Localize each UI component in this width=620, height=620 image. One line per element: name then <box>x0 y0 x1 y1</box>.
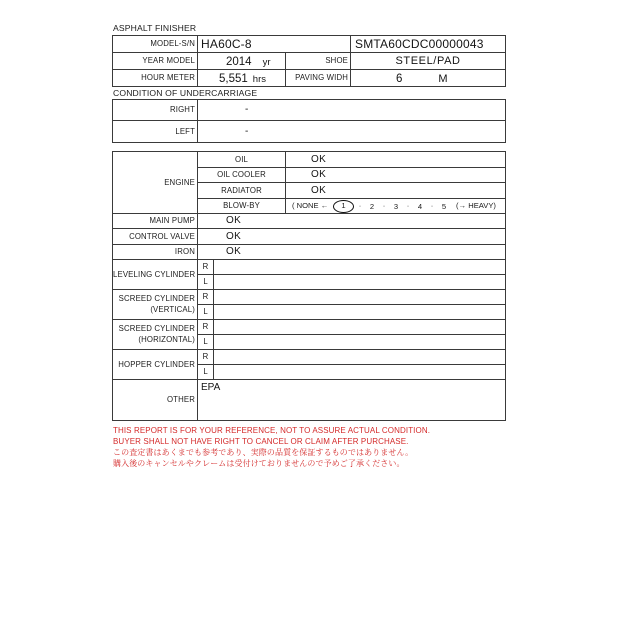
serial-number-value: SMTA60CDC00000043 <box>351 36 506 53</box>
screed-cylinder-vertical-right-value <box>214 290 506 305</box>
screed-cylinder-horizontal-label: SCREED CYLINDER <box>118 324 195 334</box>
blow-by-label: BLOW-BY <box>198 199 286 214</box>
undercarriage-right-value: - <box>198 100 506 121</box>
year-model-label: YEAR MODEL <box>113 53 198 70</box>
control-valve-label: CONTROL VALVE <box>113 229 198 245</box>
disclaimer <box>113 425 430 469</box>
blow-by-level-1: 1 <box>333 200 354 213</box>
disclaimer-line-en-2: BUYER SHALL NOT HAVE RIGHT TO CANCEL OR CLAIM AFTER PURCHASE. <box>113 437 409 446</box>
paving-width-value: 6 <box>396 73 403 85</box>
blow-by-scale-start: ( NONE ← <box>292 201 329 211</box>
model-sn-label: MODEL-S/N <box>113 36 198 53</box>
paving-width-label: PAVING WIDH <box>286 70 351 87</box>
iron-label: IRON <box>113 245 198 260</box>
screed-cylinder-horizontal-right-side: R <box>198 320 214 335</box>
undercarriage-table <box>112 99 506 143</box>
blow-by-separator: · <box>382 201 386 211</box>
disclaimer-line-en-1: THIS REPORT IS FOR YOUR REFERENCE, NOT TO ASSURE ACTUAL CONDITION. <box>113 426 431 435</box>
hopper-cylinder-label: HOPPER CYLINDER <box>113 350 198 380</box>
oil-cooler-label: OIL COOLER <box>198 168 286 183</box>
year-model-unit: yr <box>262 57 271 68</box>
oil-label: OIL <box>198 152 286 168</box>
blow-by-separator: · <box>406 201 410 211</box>
hour-meter-label: HOUR METER <box>113 70 198 87</box>
blow-by-level-2: 2 <box>369 201 375 211</box>
screed-cylinder-vertical-left-value <box>214 305 506 320</box>
main-pump-label: MAIN PUMP <box>113 214 198 229</box>
blow-by-scale-end: (→ HEAVY) <box>456 201 496 211</box>
blow-by-separator: · <box>430 201 434 211</box>
screed-cylinder-horizontal-left-value <box>214 335 506 350</box>
hopper-cylinder-right-side: R <box>198 350 214 365</box>
blow-by-scale <box>286 199 506 214</box>
screed-cylinder-vertical-label: SCREED CYLINDER <box>118 294 195 304</box>
blow-by-separator: · <box>358 201 362 211</box>
hopper-cylinder-left-side: L <box>198 365 214 380</box>
disclaimer-line-ja-1: この査定書はあくまでも参考であり、実際の品質を保証するものではありません。 <box>113 448 414 457</box>
other-label: OTHER <box>113 380 198 421</box>
year-model-cell <box>198 53 286 70</box>
blow-by-level-4: 4 <box>417 201 423 211</box>
iron-value: OK <box>198 245 506 260</box>
radiator-label: RADIATOR <box>198 183 286 199</box>
screed-cylinder-horizontal-sublabel: (HORIZONTAL) <box>138 334 195 344</box>
blow-by-level-3: 3 <box>393 201 399 211</box>
paving-width-cell <box>351 70 506 87</box>
leveling-cylinder-right-value <box>214 260 506 275</box>
leveling-cylinder-label: LEVELING CYLINDER <box>113 260 198 290</box>
screed-cylinder-vertical-cell <box>113 290 198 320</box>
blow-by-level-5: 5 <box>441 201 447 211</box>
hour-meter-unit: hrs <box>252 74 266 85</box>
leveling-cylinder-right-side: R <box>198 260 214 275</box>
screed-cylinder-horizontal-cell <box>113 320 198 350</box>
component-inspection-table <box>112 151 506 421</box>
screed-cylinder-horizontal-right-value <box>214 320 506 335</box>
paving-width-unit: M <box>438 73 448 85</box>
document-title: ASPHALT FINISHER <box>113 23 197 33</box>
oil-value: OK <box>286 152 506 168</box>
undercarriage-title: CONDITION OF UNDERCARRIAGE <box>113 88 258 98</box>
hopper-cylinder-right-value <box>214 350 506 365</box>
model-value: HA60C-8 <box>198 36 351 53</box>
screed-cylinder-horizontal-left-side: L <box>198 335 214 350</box>
leveling-cylinder-left-value <box>214 275 506 290</box>
undercarriage-left-label: LEFT <box>113 121 198 143</box>
control-valve-value: OK <box>198 229 506 245</box>
screed-cylinder-vertical-right-side: R <box>198 290 214 305</box>
shoe-label: SHOE <box>286 53 351 70</box>
oil-cooler-value: OK <box>286 168 506 183</box>
screed-cylinder-vertical-sublabel: (VERTICAL) <box>150 304 195 314</box>
disclaimer-line-ja-2: 購入後のキャンセルやクレームは受付けておりませんので予めご了承ください。 <box>113 459 405 468</box>
engine-label: ENGINE <box>113 152 198 214</box>
undercarriage-left-value: - <box>198 121 506 143</box>
shoe-value: STEEL/PAD <box>351 53 506 70</box>
machine-info-table <box>112 35 506 87</box>
hour-meter-value: 5,551 <box>219 73 248 85</box>
hour-meter-cell <box>198 70 286 87</box>
year-model-value: 2014 <box>226 56 252 68</box>
leveling-cylinder-left-side: L <box>198 275 214 290</box>
other-value: EPA <box>198 380 506 421</box>
undercarriage-right-label: RIGHT <box>113 100 198 121</box>
screed-cylinder-vertical-left-side: L <box>198 305 214 320</box>
radiator-value: OK <box>286 183 506 199</box>
hopper-cylinder-left-value <box>214 365 506 380</box>
main-pump-value: OK <box>198 214 506 229</box>
